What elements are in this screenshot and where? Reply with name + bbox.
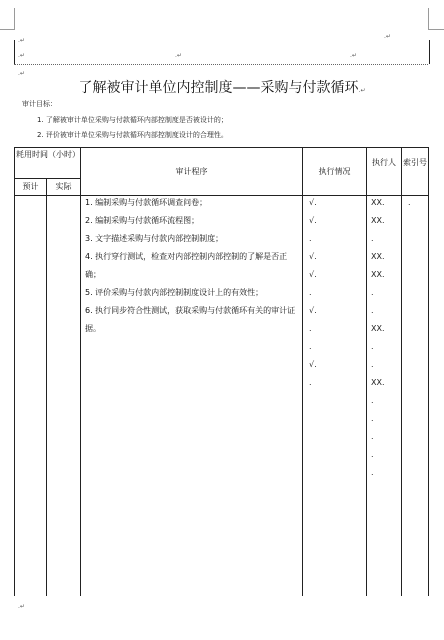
header-executor: 执行人	[372, 158, 396, 167]
header-underline	[14, 64, 428, 65]
table-line	[46, 178, 47, 596]
crop-mark-top-left-v	[14, 8, 15, 30]
header-time-used: 耗用时间（小时）	[16, 150, 80, 159]
header-mark: .↵	[350, 52, 357, 59]
header-mark: .↵	[18, 70, 25, 77]
page-title: 了解被审计单位内控制度——采购与付款循环.↵	[78, 80, 366, 96]
table-line	[14, 147, 15, 596]
header-index: 索引号	[403, 158, 427, 167]
crop-mark-top-left-h	[0, 29, 15, 30]
footer-mark: .↵	[18, 603, 25, 610]
goals-heading: 审计目标：	[22, 100, 57, 108]
goal-item-1: 1. 了解被审计单位采购与付款循环内部控制度是否被设计的；	[37, 116, 228, 124]
table-line	[80, 147, 81, 596]
index-column: .	[408, 198, 411, 207]
procedure-item: 2. 编制采购与付款循环流程图；	[85, 216, 200, 225]
header-actual: 实际	[55, 182, 72, 191]
table-line	[401, 147, 402, 596]
procedure-item: 5. 评价采购与付款内部控制制度设计上的有效性；	[85, 288, 264, 297]
header-border-strip	[14, 40, 430, 64]
table-line	[428, 147, 429, 596]
header-procedure: 审计程序	[175, 167, 208, 176]
status-column: √. √. . √. √. . √. . . √. .	[309, 198, 317, 387]
table-line	[302, 147, 303, 596]
header-status: 执行情况	[318, 167, 351, 176]
header-mark: .↵	[18, 37, 25, 44]
header-mark: .↵	[175, 52, 182, 59]
procedure-item: 1. 编制采购与付款循环调查问卷；	[85, 198, 208, 207]
goal-item-2: 2. 评价被审计单位采购与付款循环内部控制度设计的合理性。	[37, 131, 228, 139]
header-mark: .↵	[384, 33, 391, 40]
crop-mark-top-right-h	[428, 29, 444, 30]
header-estimate: 预计	[22, 182, 39, 191]
table-line	[366, 147, 367, 596]
procedure-item: 3. 文字描述采购与付款内部控制制度；	[85, 234, 224, 243]
procedure-list	[85, 194, 301, 338]
procedure-item: 6. 执行同步符合性测试，获取采购与付款循环有关的审计证据。	[85, 306, 296, 333]
crop-mark-top-right-v	[428, 8, 429, 30]
header-mark: .↵	[18, 52, 25, 59]
procedure-item: 4. 执行穿行测试，检查对内部控制内部控制的了解是否正确；	[85, 252, 288, 279]
table-line	[14, 178, 80, 179]
executor-column: XX. XX. . XX. XX. . . XX. . . XX. . . . . .	[371, 198, 385, 477]
